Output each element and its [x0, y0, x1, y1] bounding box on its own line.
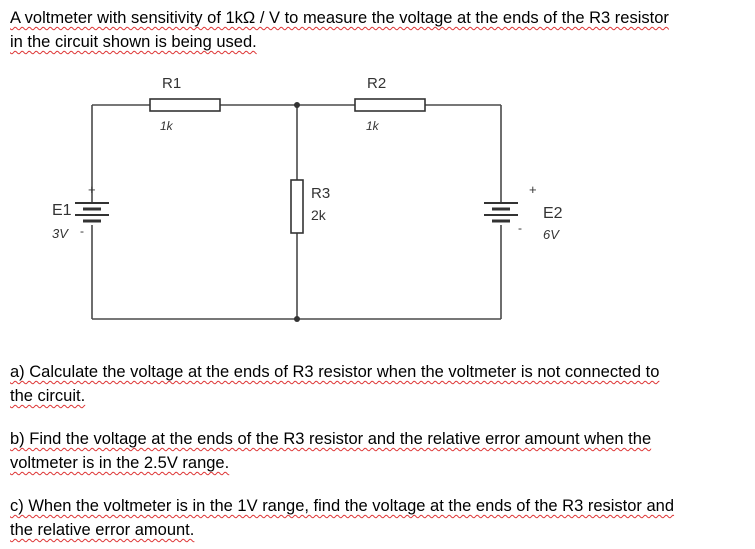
- problem-statement: [10, 6, 750, 54]
- resistor-r2: [355, 99, 425, 111]
- question-b: [10, 427, 750, 475]
- circuit-diagram: [0, 60, 755, 340]
- question-a: [10, 360, 750, 408]
- junction-bottom: [294, 316, 300, 322]
- question-c-line-1: c) When the voltmeter is in the 1V range, find the voltage at the ends of the R3 resistor and: [10, 497, 675, 515]
- r3-value: 2k: [311, 207, 326, 223]
- r2-value: 1k: [366, 119, 379, 133]
- intro-line-2: in the circuit shown is being used.: [10, 33, 257, 51]
- question-a-line-2: the circuit.: [10, 387, 86, 405]
- question-c: [10, 494, 750, 542]
- battery-e2: [484, 203, 518, 221]
- resistor-r3: [291, 180, 303, 233]
- question-b-line-1: b) Find the voltage at the ends of the R3 resistor and the relative error amount when the: [10, 430, 652, 448]
- e2-plus: +: [529, 182, 537, 197]
- e2-value: 6V: [543, 227, 559, 242]
- e2-minus: -: [518, 221, 522, 235]
- e2-label: E2: [543, 205, 563, 222]
- r3-label: R3: [311, 185, 331, 202]
- r1-value: 1k: [160, 119, 173, 133]
- question-c-line-2: the relative error amount.: [10, 521, 195, 539]
- battery-e1: [75, 203, 109, 221]
- e1-label: E1: [52, 202, 72, 219]
- junction-top: [294, 102, 300, 108]
- r2-label: R2: [367, 75, 387, 92]
- r1-label: R1: [162, 75, 182, 92]
- intro-line-1: A voltmeter with sensitivity of 1kΩ / V to measure the voltage at the ends of the R3 resistor: [10, 9, 669, 27]
- e1-minus: -: [80, 224, 84, 238]
- question-a-line-1: a) Calculate the voltage at the ends of R3 resistor when the voltmeter is not connected to: [10, 363, 660, 381]
- resistor-r1: [150, 99, 220, 111]
- e1-plus: +: [88, 182, 96, 197]
- question-b-line-2: voltmeter is in the 2.5V range.: [10, 454, 230, 472]
- e1-value: 3V: [52, 226, 68, 241]
